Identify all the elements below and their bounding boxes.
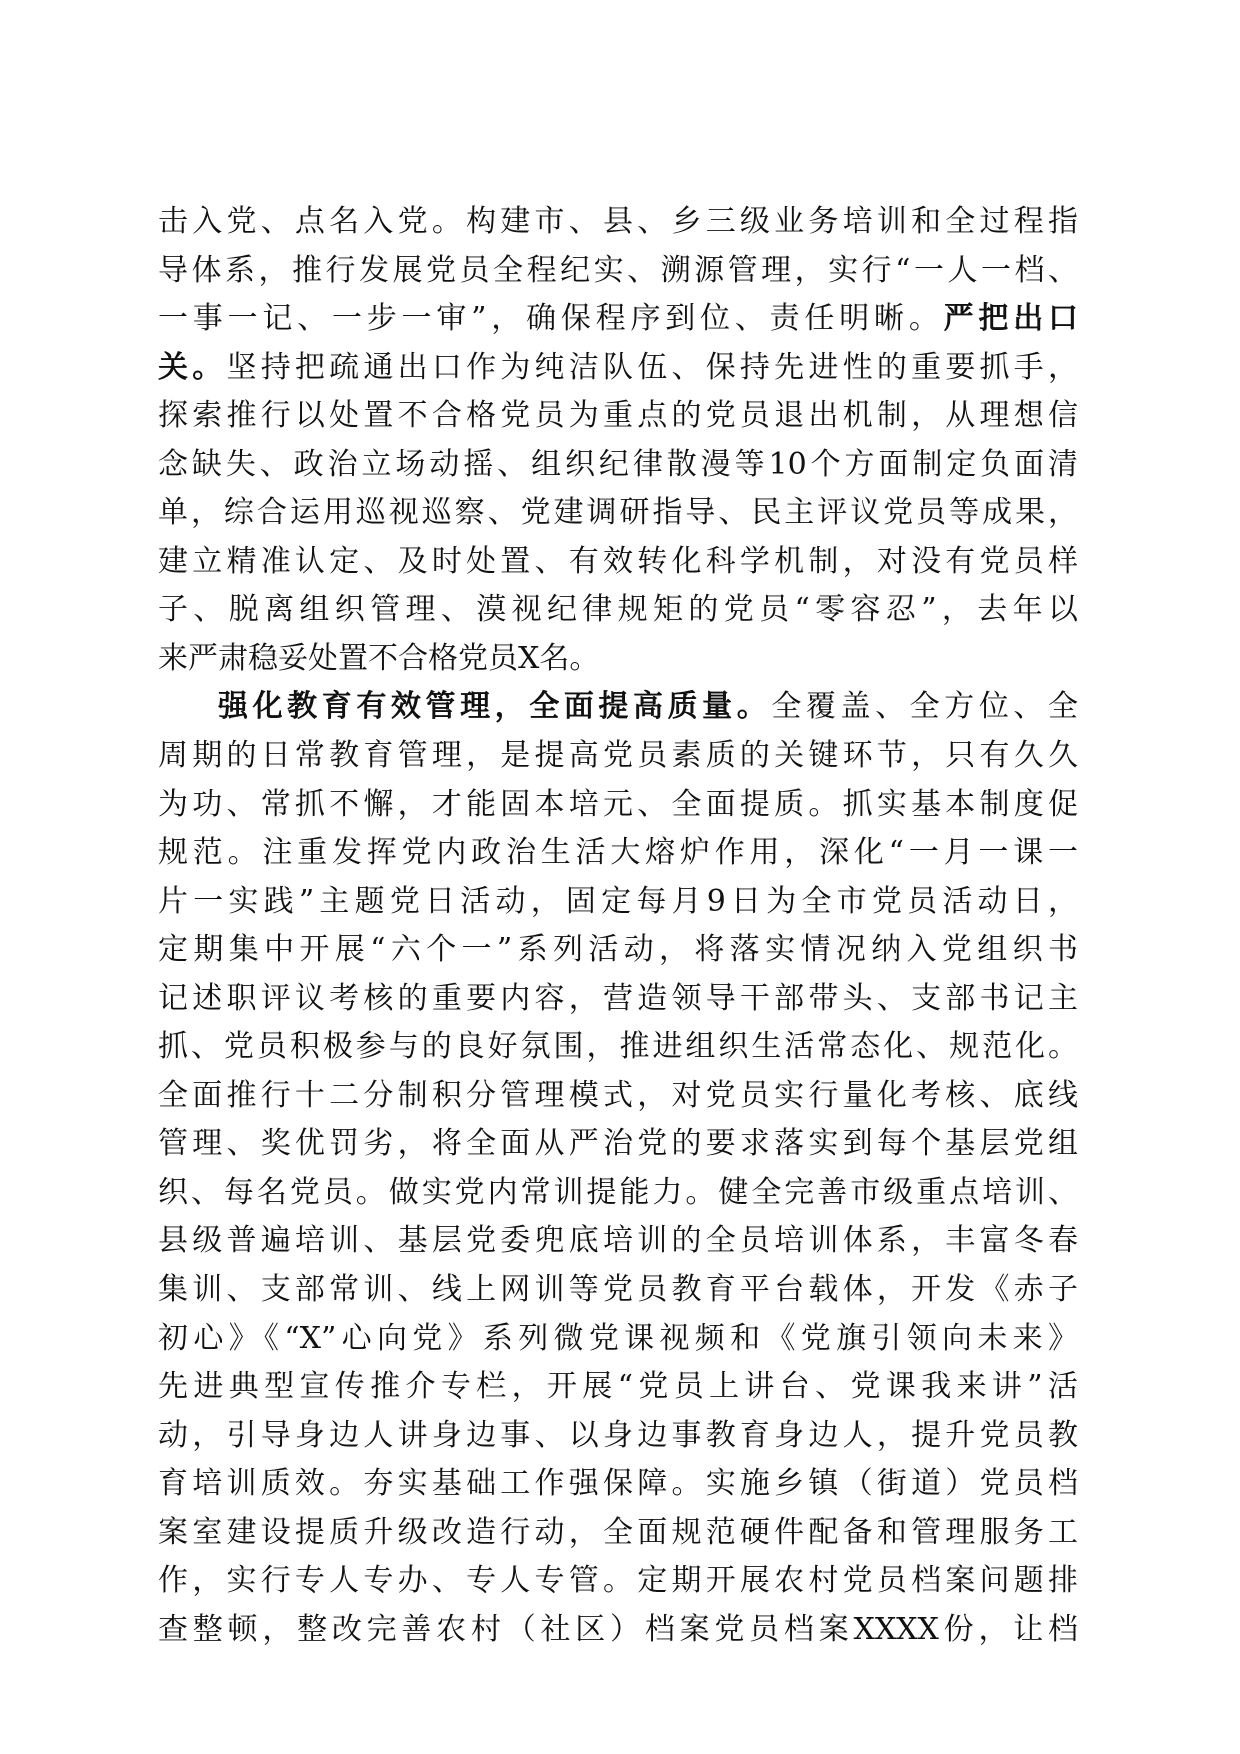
text-line [158,1120,1078,1169]
text-line [158,1169,1078,1218]
text-line [158,1023,1078,1072]
body-text [158,198,1078,1654]
body-text-segment: 定期集中开展“六个一”系列活动，将落实情况纳入党组织书 [158,932,1078,968]
body-text-segment: 子、脱离组织管理、漠视纪律规矩的党员“零容忍”，去年以 [158,592,1078,628]
text-line [158,1412,1078,1461]
text-line [158,829,1078,878]
text-line [158,1266,1078,1315]
body-text-segment: 一事一记、一步一审”，确保程序到位、责任明晰。 [158,301,944,337]
text-line [158,1217,1078,1266]
body-text-segment: 育培训质效。夯实基础工作强保障。实施乡镇（街道）党员档 [158,1466,1078,1502]
body-text-segment: 来严肃稳妥处置不合格党员X名。 [158,640,600,676]
text-line [158,1606,1078,1655]
body-text-segment: 县级普遍培训、基层党委兜底培训的全员培训体系，丰富冬春 [158,1223,1078,1259]
body-text-segment: 周期的日常教育管理，是提高党员素质的关键环节，只有久久 [158,738,1078,774]
text-line [158,878,1078,927]
body-text-segment: 规范。注重发挥党内政治生活大熔炉作用，深化“一月一课一 [158,835,1078,871]
text-line [158,975,1078,1024]
text-line [158,538,1078,587]
body-text-segment: 案室建设提质升级改造行动，全面规范硬件配备和管理服务工 [158,1514,1078,1550]
body-text-segment: 击入党、点名入党。构建市、县、乡三级业务培训和全过程指 [158,204,1078,239]
text-line [158,1557,1078,1606]
body-text-segment: 作，实行专人专办、专人专管。定期开展农村党员档案问题排 [158,1563,1078,1599]
body-text-segment: 建立精准认定、及时处置、有效转化科学机制，对没有党员样 [158,543,1078,579]
text-line [158,198,1078,247]
body-text-segment: 坚持把疏通出口作为纯洁队伍、保持先进性的重要抓手， [226,349,1079,385]
body-text-segment: 动，引导身边人讲身边事、以身边事教育身边人，提升党员教 [158,1417,1078,1453]
body-text-segment: 管理、奖优罚劣，将全面从严治党的要求落实到每个基层党组 [158,1126,1078,1162]
body-text-segment: 全面推行十二分制积分管理模式，对党员实行量化考核、底线 [158,1077,1078,1113]
text-line [158,1509,1078,1558]
text-line [158,1363,1078,1412]
text-line [158,1460,1078,1509]
body-text-segment: 抓、党员积极参与的良好氛围，推进组织生活常态化、规范化。 [158,1029,1078,1065]
text-line [158,441,1078,490]
text-line [158,781,1078,830]
body-text-segment: 先进典型宣传推介专栏，开展“党员上讲台、党课我来讲”活 [158,1369,1078,1405]
text-line [158,489,1078,538]
body-text-segment: 织、每名党员。做实党内常训提能力。健全完善市级重点培训、 [158,1174,1078,1210]
text-line [158,732,1078,781]
bold-heading-text: 强化教育有效管理，全面提高质量。 [218,689,772,725]
text-line [158,1072,1078,1121]
text-line [158,295,1078,344]
text-line [158,247,1078,296]
body-text-segment: 集训、支部常训、线上网训等党员教育平台载体，开发《赤子 [158,1272,1078,1308]
body-text-segment: 初心》《“X”心向党》系列微党课视频和《党旗引领向未来》 [158,1320,1078,1356]
body-text-segment: 念缺失、政治立场动摇、组织纪律散漫等10个方面制定负面清 [158,446,1078,482]
text-line [158,1315,1078,1364]
paragraph-start-line [158,683,1078,732]
text-line [158,392,1078,441]
text-line [158,926,1078,975]
body-text-segment: 为功、常抓不懈，才能固本培元、全面提质。抓实基本制度促 [158,786,1078,822]
body-text-segment: 查整顿，整改完善农村（社区）档案党员档案XXXX份，让档 [158,1611,1078,1647]
body-text-segment: 记述职评议考核的重要内容，营造领导干部带头、支部书记主 [158,980,1078,1016]
body-text-segment: 全覆盖、全方位、全 [771,689,1079,725]
body-text-segment: 导体系，推行发展党员全程纪实、溯源管理，实行“一人一档、 [158,252,1078,288]
text-line [158,635,1078,684]
body-text-segment: 片一实践”主题党日活动，固定每月9日为全市党员活动日， [158,883,1078,919]
bold-heading-text: 关。 [158,349,227,385]
body-text-segment: 单，综合运用巡视巡察、党建调研指导、民主评议党员等成果， [158,495,1078,531]
text-line [158,586,1078,635]
bold-heading-text: 严把出口 [943,301,1078,337]
text-line [158,344,1078,393]
body-text-segment: 探索推行以处置不合格党员为重点的党员退出机制，从理想信 [158,398,1078,434]
